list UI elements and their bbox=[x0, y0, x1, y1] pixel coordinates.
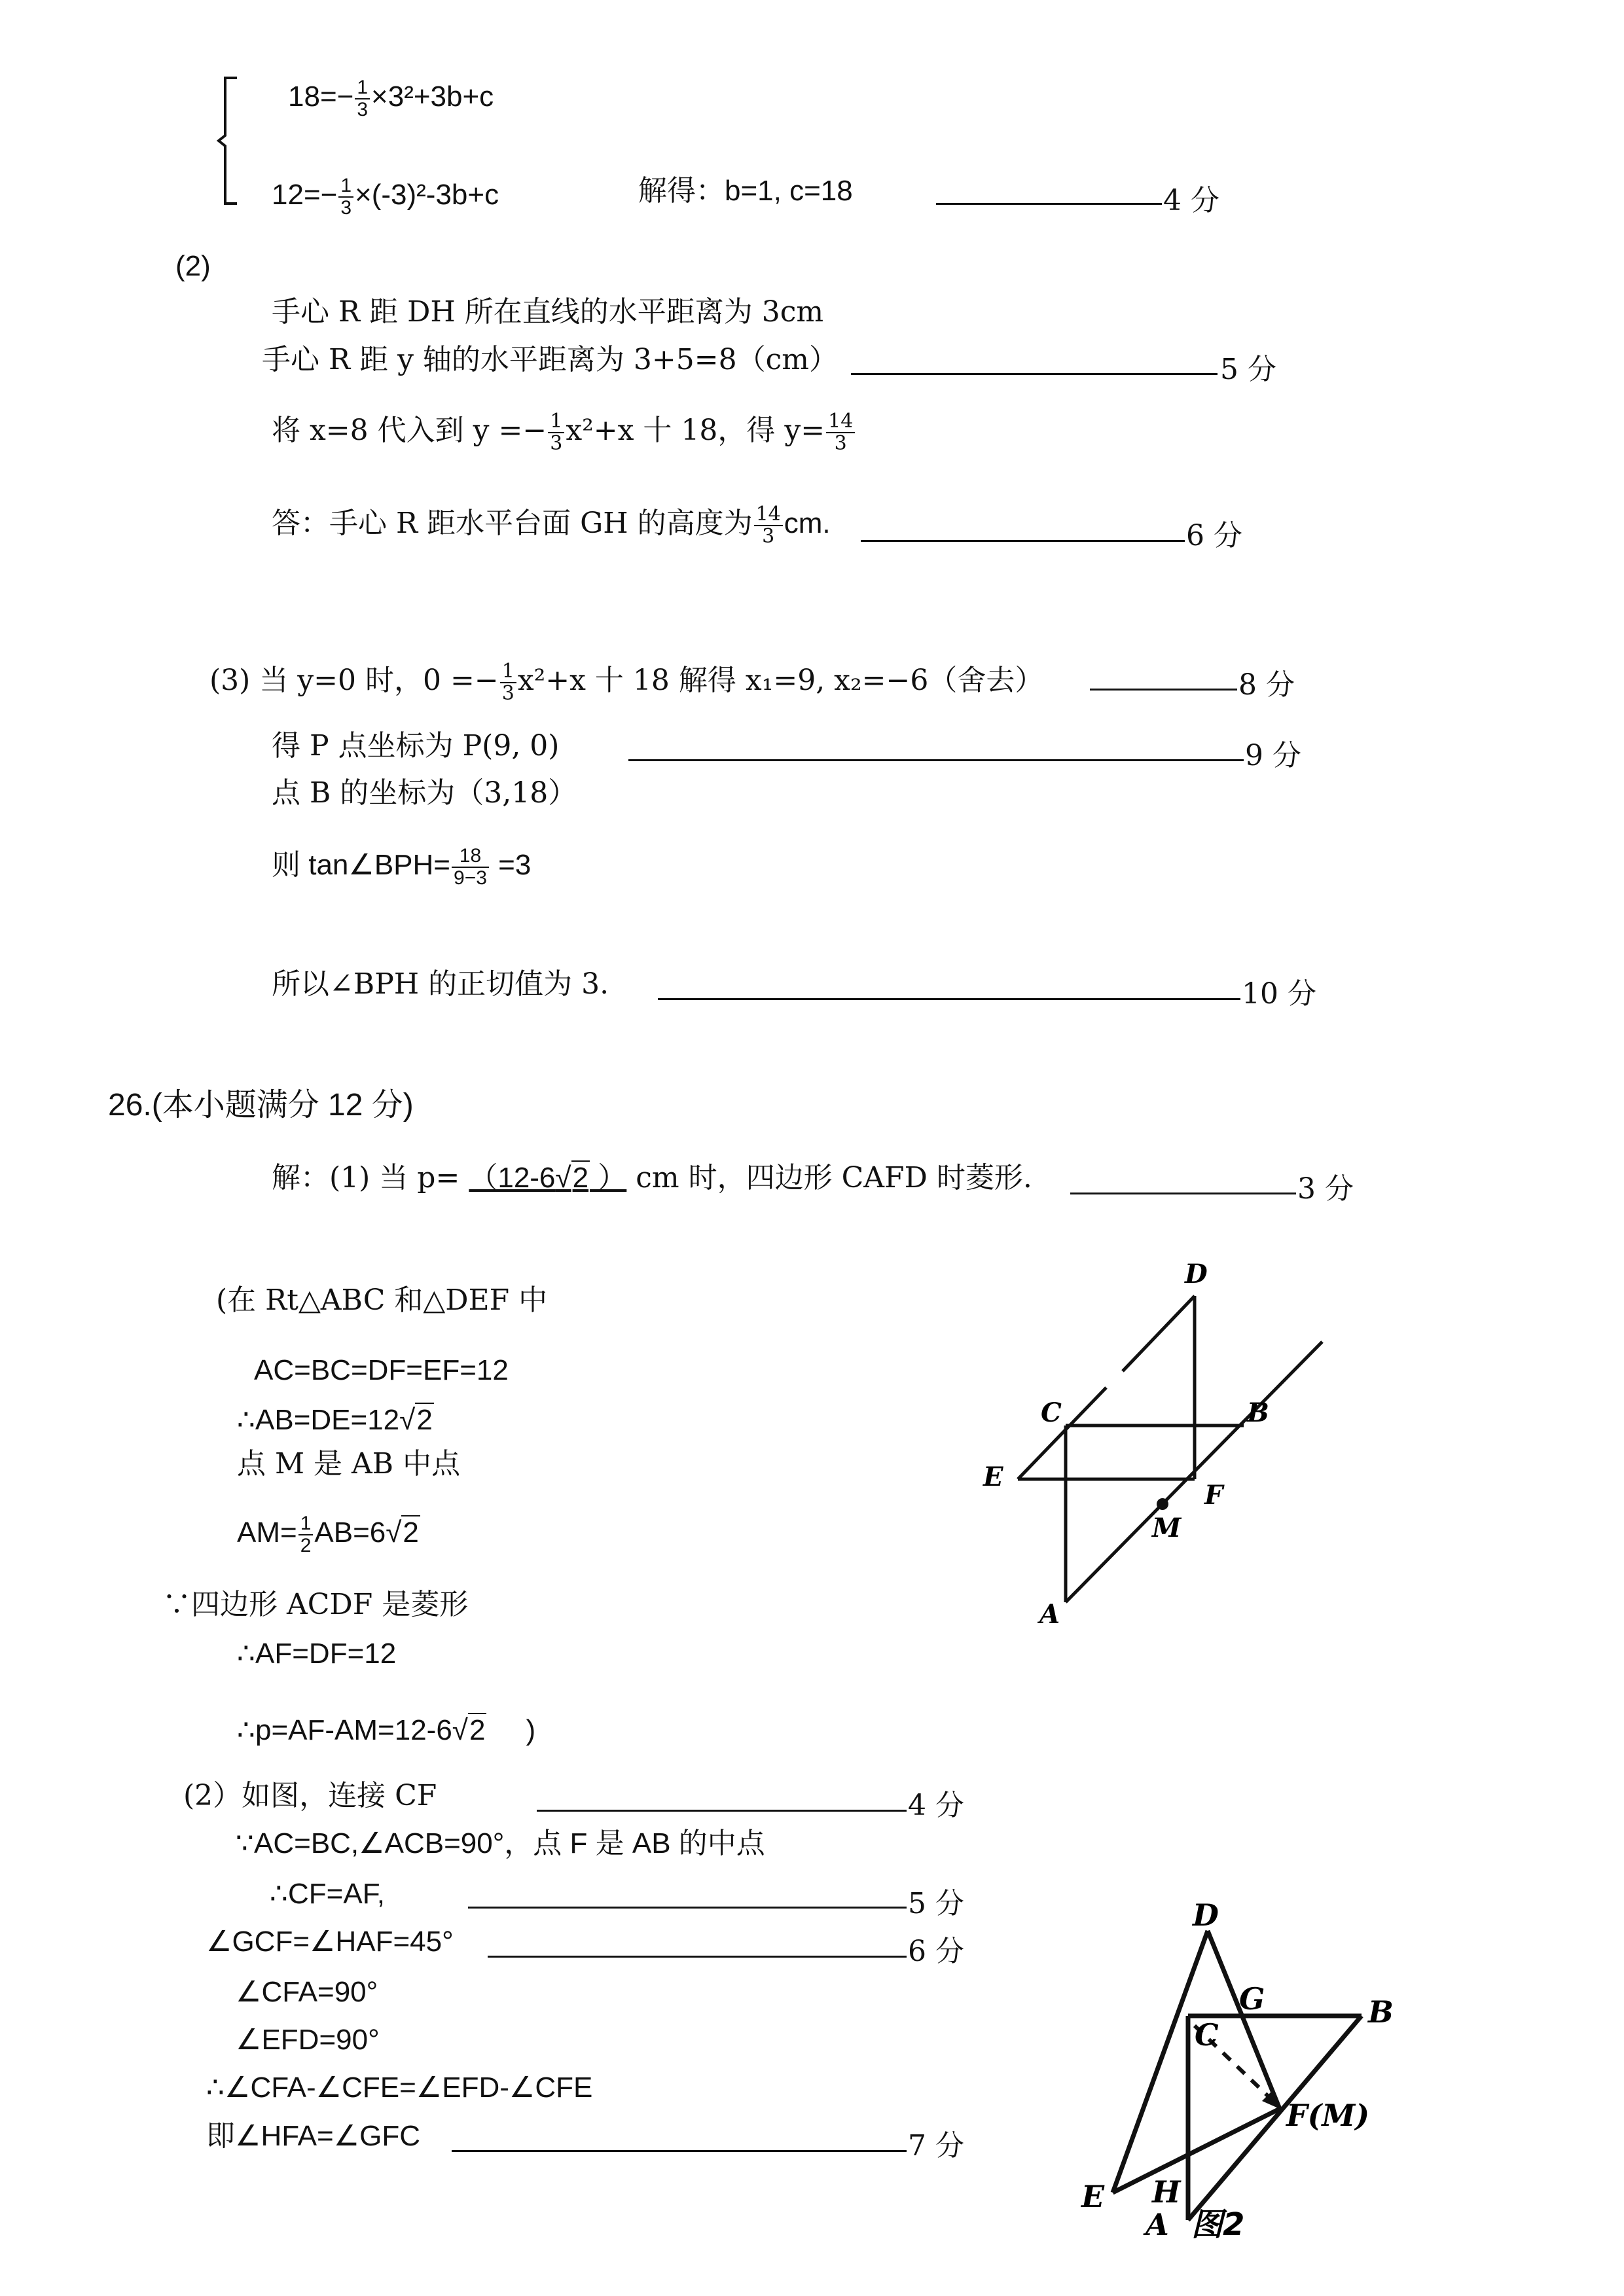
part2b-line-8: 即∠HFA=∠GFC bbox=[206, 2120, 421, 2152]
part2b-line-2: ∵AC=BC,∠ACB=90°，点 F 是 AB 的中点 bbox=[236, 1827, 765, 1859]
fig1-line-ED bbox=[1018, 1388, 1106, 1479]
fig1-label-M: M bbox=[1152, 1513, 1182, 1543]
score-4b: 4 分 bbox=[908, 1789, 964, 1822]
score-rule bbox=[658, 998, 1240, 1000]
fig1-line-ED-upper bbox=[1123, 1296, 1195, 1371]
fig2-label-D: D bbox=[1193, 1897, 1219, 1933]
score-rule bbox=[1070, 1193, 1296, 1194]
fig1-label-E: E bbox=[983, 1462, 1003, 1492]
fig2-label-A: A bbox=[1146, 2207, 1169, 2242]
part2b-line-5: ∠CFA=90° bbox=[236, 1976, 378, 2008]
part2-label: (2) bbox=[175, 250, 211, 282]
proof-line-3: ∴AB=DE=12√2 bbox=[237, 1404, 433, 1436]
part3-line5: 所以∠BPH 的正切值为 3. bbox=[272, 967, 609, 1001]
fig2-label-H: H bbox=[1152, 2174, 1181, 2210]
score-5b: 5 分 bbox=[908, 1887, 964, 1920]
equation-2: 12=− $\frac{1}{3}$ ×(-3)²-3b+c bbox=[272, 175, 499, 219]
fig1-label-B: B bbox=[1247, 1397, 1269, 1428]
figure-2 bbox=[1054, 1897, 1420, 2245]
fig2-label-B: B bbox=[1368, 1994, 1394, 2030]
part2-line2: 手心 R 距 y 轴的水平距离为 3+5=8（cm） bbox=[262, 343, 838, 376]
proof-line-6: ∵四边形 ACDF 是菱形 bbox=[162, 1588, 469, 1621]
proof-line-7: ∴AF=DF=12 bbox=[237, 1638, 397, 1670]
score-rule bbox=[452, 2150, 907, 2152]
fig1-label-A: A bbox=[1039, 1599, 1060, 1630]
score-rule bbox=[468, 1907, 907, 1909]
part2b-line-3: ∴CF=AF, bbox=[270, 1878, 385, 1910]
solve-result: 解得：b=1, c=18 bbox=[638, 175, 853, 207]
fig1-label-F: F bbox=[1204, 1480, 1223, 1511]
score-3: 3 分 bbox=[1297, 1172, 1354, 1206]
proof-line-1: (在 Rt△ABC 和△DEF 中 bbox=[216, 1283, 548, 1317]
fig2-label-C: C bbox=[1195, 2017, 1219, 2053]
q26-solution-1: 解：(1) 当 p= （12-6√2 ） cm 时，四边形 CAFD 时菱形. bbox=[272, 1161, 1032, 1194]
part2b-line-6: ∠EFD=90° bbox=[236, 2024, 380, 2056]
score-rule bbox=[537, 1810, 907, 1812]
part2b-line-1: (2）如图，连接 CF bbox=[183, 1779, 437, 1812]
part3-line4: 则 tan∠BPH= $\frac{18}{9-3}$ =3 bbox=[272, 845, 532, 889]
part2-line4: 答：手心 R 距水平台面 GH 的高度为 $\frac{14}{3}$ cm. bbox=[272, 503, 831, 548]
proof-line-4: 点 M 是 AB 中点 bbox=[237, 1447, 461, 1480]
fig2-label-F: F(M) bbox=[1286, 2098, 1370, 2133]
part3-line1: (3) 当 y=0 时，0 =− $\frac{1}{3}$ x²+x 十 18 解得 x₁=9, x₂=−6（舍去） bbox=[209, 660, 1044, 705]
part2-line1: 手心 R 距 DH 所在直线的水平距离为 3cm bbox=[272, 295, 824, 329]
part2-line3: 将 x=8 代入到 y =− $\frac{1}{3}$ x²+x 十 18，得 y= $\frac{14}{3}$ bbox=[272, 411, 856, 454]
part2b-line-4: ∠GCF=∠HAF=45° bbox=[206, 1926, 454, 1958]
fig1-point-M bbox=[1157, 1498, 1168, 1510]
part3-line3: 点 B 的坐标为（3,18） bbox=[272, 776, 577, 810]
part2b-line-7: ∴∠CFA-∠CFE=∠EFD-∠CFE bbox=[206, 2072, 593, 2104]
fig1-label-D: D bbox=[1185, 1259, 1208, 1289]
fig2-label-E: E bbox=[1081, 2179, 1105, 2214]
score-7: 7 分 bbox=[908, 2129, 964, 2162]
fig1-label-C: C bbox=[1041, 1397, 1062, 1428]
score-5: 5 分 bbox=[1220, 353, 1276, 386]
score-rule bbox=[851, 373, 1218, 375]
score-10: 10 分 bbox=[1242, 977, 1316, 1011]
q26-heading: 26.(本小题满分 12 分) bbox=[108, 1088, 414, 1122]
equation-1: 18=− $\frac{1}{3}$ ×3²+3b+c bbox=[288, 77, 494, 120]
score-4: 4 分 bbox=[1163, 184, 1219, 217]
score-rule bbox=[628, 759, 1244, 761]
fig2-label-G: G bbox=[1239, 1981, 1265, 2017]
score-9: 9 分 bbox=[1245, 739, 1301, 772]
score-6b: 6 分 bbox=[908, 1935, 964, 1968]
proof-line-5: AM= $\frac{1}{2}$ AB=6√2 bbox=[237, 1513, 419, 1556]
fig2-caption: 图2 bbox=[1191, 2206, 1245, 2243]
figure-1 bbox=[956, 1250, 1348, 1630]
score-rule bbox=[1090, 689, 1237, 691]
proof-line-8: ∴p=AF-AM=12-6√2 ) bbox=[237, 1714, 536, 1746]
score-6: 6 分 bbox=[1186, 519, 1242, 552]
brace-icon bbox=[216, 75, 242, 206]
score-rule bbox=[861, 540, 1185, 542]
proof-line-2: AC=BC=DF=EF=12 bbox=[254, 1354, 509, 1386]
score-rule bbox=[936, 203, 1162, 205]
score-8: 8 分 bbox=[1238, 668, 1295, 702]
part3-line2: 得 P 点坐标为 P(9, 0) bbox=[272, 729, 560, 762]
score-rule bbox=[488, 1956, 907, 1958]
